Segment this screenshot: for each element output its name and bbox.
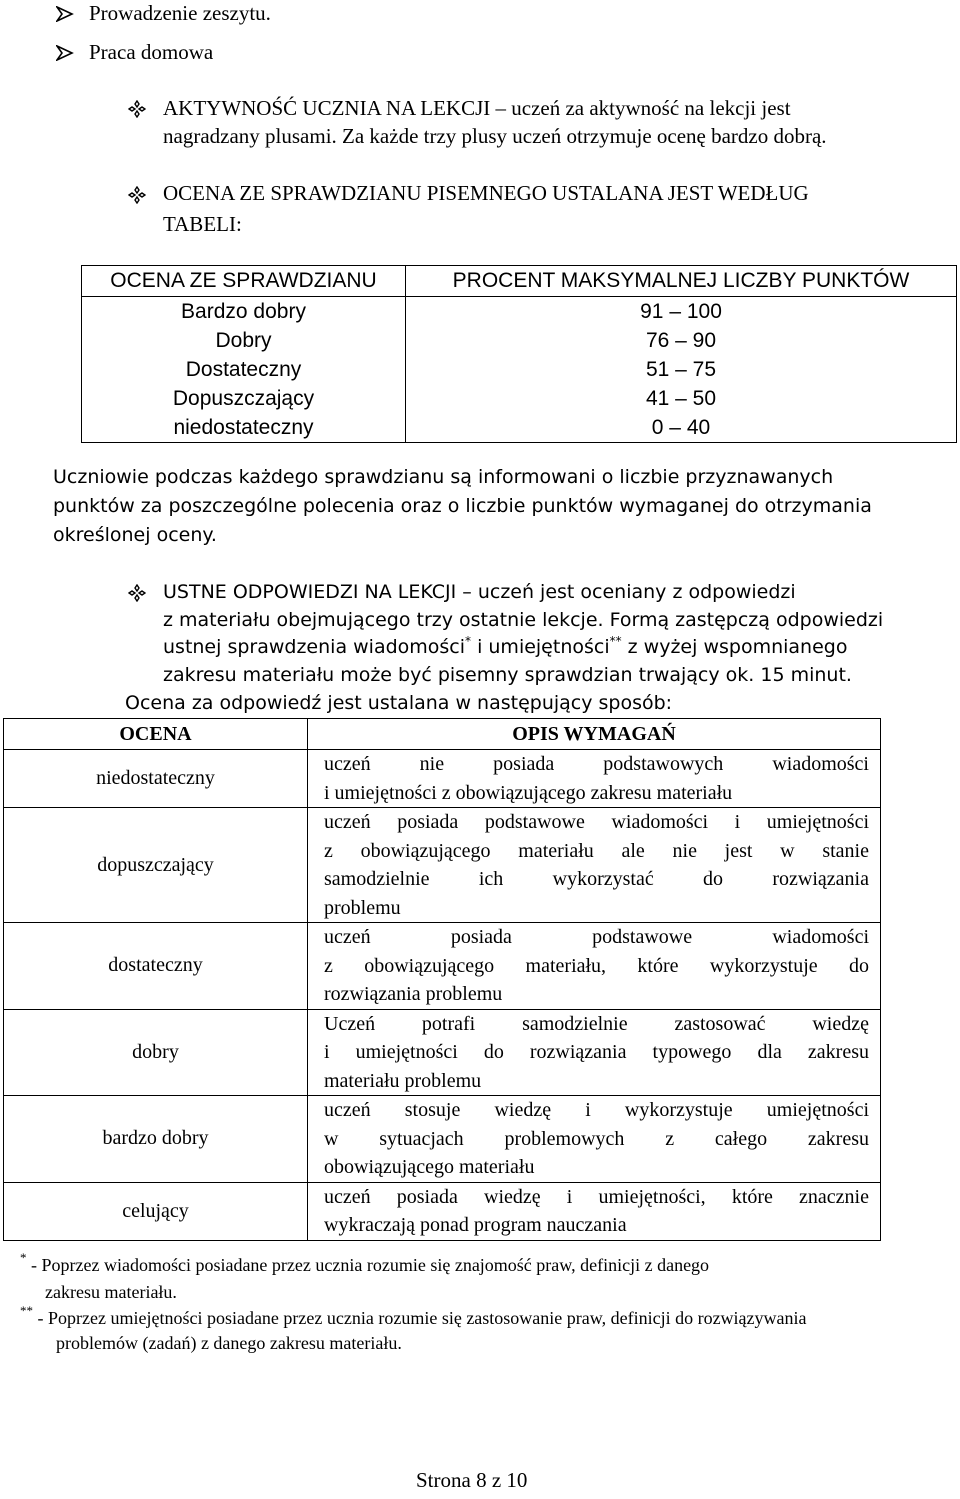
table-header-row — [4, 719, 881, 750]
table-cell-percent: 91 – 100 — [406, 297, 957, 327]
table-row — [82, 297, 957, 327]
footnote-1-continuation: zakresu materiału. — [45, 1282, 177, 1302]
arrow-bullet-icon — [56, 45, 74, 61]
table-row — [82, 355, 957, 384]
table-cell-percent: 76 – 90 — [406, 326, 957, 355]
table-row — [4, 1009, 881, 1096]
diamond-bullet-icon — [128, 186, 146, 204]
table-row — [4, 1182, 881, 1240]
table-row — [4, 923, 881, 1010]
description-line: w sytuacjach problemowych z całego zakresu — [324, 1127, 869, 1150]
table-header-cell: PROCENT MAKSYMALNEJ LICZBY PUNKTÓW — [406, 266, 957, 297]
sprawdzian-heading-line2: TABELI: — [163, 212, 242, 236]
description-line: i umiejętności do rozwiązania typowego dla zakresu — [324, 1041, 869, 1063]
table-cell-grade: celujący — [4, 1182, 308, 1240]
footnote-2: ** - Poprzez umiejętności posiadane przez ucznia rozumie się zastosowanie praw, definicji do rozwiązywania — [20, 1303, 807, 1328]
list-item-praca-domowa: Praca domowa — [89, 40, 214, 64]
table-row — [4, 1096, 881, 1183]
description-line: problemu — [324, 896, 401, 919]
table-row — [82, 413, 957, 443]
table-cell-grade: niedostateczny — [82, 413, 406, 443]
info-paragraph-line2: punktów za poszczególne polecenia oraz o liczbie punktów wymaganej do otrzymania — [53, 495, 872, 517]
footnote-2-continuation: problemów (zadań) z danego zakresu materiału. — [56, 1333, 402, 1353]
description-line: samodzielnie ich wykorzystać do rozwiązania — [324, 868, 869, 890]
ustne-text-line2: z materiału obejmującego trzy ostatnie lekcje. Formą zastępczą odpowiedzi — [163, 609, 884, 631]
table-row — [82, 326, 957, 355]
description-line: obowiązującego materiału — [324, 1156, 535, 1178]
ustne-intro-line: Ocena za odpowiedź jest ustalana w następujący sposób: — [125, 692, 673, 714]
diamond-bullet-icon — [128, 584, 146, 602]
table-cell-grade: bardzo dobry — [4, 1096, 308, 1183]
table-cell-description — [308, 1009, 881, 1096]
table-header-cell: OCENA — [4, 719, 308, 750]
description-line: Uczeń potrafi samodzielnie zastosować wiedzę — [324, 1012, 869, 1035]
description-line: uczeń nie posiada podstawowych wiadomości — [324, 753, 869, 775]
table-cell-grade: Dostateczny — [82, 355, 406, 384]
arrow-bullet-icon — [56, 6, 74, 22]
table-header-row — [82, 266, 957, 297]
table-cell-description — [308, 1182, 881, 1240]
table-cell-grade: dobry — [4, 1009, 308, 1096]
description-line: rozwiązania problemu — [324, 983, 503, 1005]
ustne-text-line4: zakresu materiału może być pisemny sprawdzian trwający ok. 15 minut. — [163, 664, 852, 686]
description-line: uczeń posiada podstawowe wiadomości i umiejętności — [324, 811, 869, 833]
aktywnosc-text-line2: nagradzany plusami. Za każde trzy plusy uczeń otrzymuje ocenę bardzo dobrą. — [163, 124, 827, 148]
table-row — [82, 384, 957, 413]
description-line: wykraczają ponad program nauczania — [324, 1214, 627, 1236]
table-row — [4, 808, 881, 923]
table-cell-description — [308, 1096, 881, 1183]
diamond-bullet-icon — [128, 100, 146, 118]
table-cell-percent: 0 – 40 — [406, 413, 957, 443]
description-line: uczeń posiada podstawowe wiadomości — [324, 926, 869, 948]
list-item-prowadzenie-zeszytu: Prowadzenie zeszytu. — [89, 1, 271, 25]
description-line: uczeń stosuje wiedzę i wykorzystuje umiejętności — [324, 1099, 869, 1121]
table-cell-percent: 41 – 50 — [406, 384, 957, 413]
description-line: z obowiązującego materiału ale nie jest w stanie — [324, 839, 869, 862]
description-line: uczeń posiada wiedzę i umiejętności, które znacznie — [324, 1185, 869, 1208]
table-cell-grade: dopuszczający — [4, 808, 308, 923]
table-cell-grade: Dopuszczający — [82, 384, 406, 413]
aktywnosc-text-line1: AKTYWNOŚĆ UCZNIA NA LEKCJI – uczeń za aktywność na lekcji jest — [163, 96, 791, 120]
description-line: z obowiązującego materiału, które wykorzystuje do — [324, 954, 869, 977]
table-cell-description — [308, 808, 881, 923]
info-paragraph-line1: Uczniowie podczas każdego sprawdzianu są informowani o liczbie przyznawanych — [53, 466, 834, 488]
table-cell-description — [308, 750, 881, 808]
table-cell-percent: 51 – 75 — [406, 355, 957, 384]
table-cell-grade: Dobry — [82, 326, 406, 355]
table-cell-description — [308, 923, 881, 1010]
page-number: Strona 8 z 10 — [416, 1468, 528, 1492]
table-cell-grade: dostateczny — [4, 923, 308, 1010]
description-line: materiału problemu — [324, 1069, 482, 1092]
table-cell-grade: niedostateczny — [4, 750, 308, 808]
table-header-cell: OCENA ZE SPRAWDZIANU — [82, 266, 406, 297]
oral-assessment-table — [3, 718, 881, 1241]
footnote-1: * - Poprzez wiadomości posiadane przez ucznia rozumie się znajomość praw, definicji z danego — [20, 1250, 710, 1275]
info-paragraph-line3: określonej oceny. — [53, 524, 217, 546]
ustne-heading-line1: USTNE ODPOWIEDZI NA LEKCJI – uczeń jest oceniany z odpowiedzi — [163, 581, 796, 603]
description-line: i umiejętności z obowiązującego zakresu materiału — [324, 781, 733, 804]
table-header-cell: OPIS WYMAGAŃ — [308, 719, 881, 750]
grade-percentage-table — [81, 265, 957, 443]
ustne-text-line3: ustnej sprawdzenia wiadomości* i umiejętności** z wyżej wspomnianego — [163, 634, 848, 658]
table-cell-grade: Bardzo dobry — [82, 297, 406, 327]
sprawdzian-heading-line1: OCENA ZE SPRAWDZIANU PISEMNEGO USTALANA JEST WEDŁUG — [163, 181, 809, 205]
table-row — [4, 750, 881, 808]
